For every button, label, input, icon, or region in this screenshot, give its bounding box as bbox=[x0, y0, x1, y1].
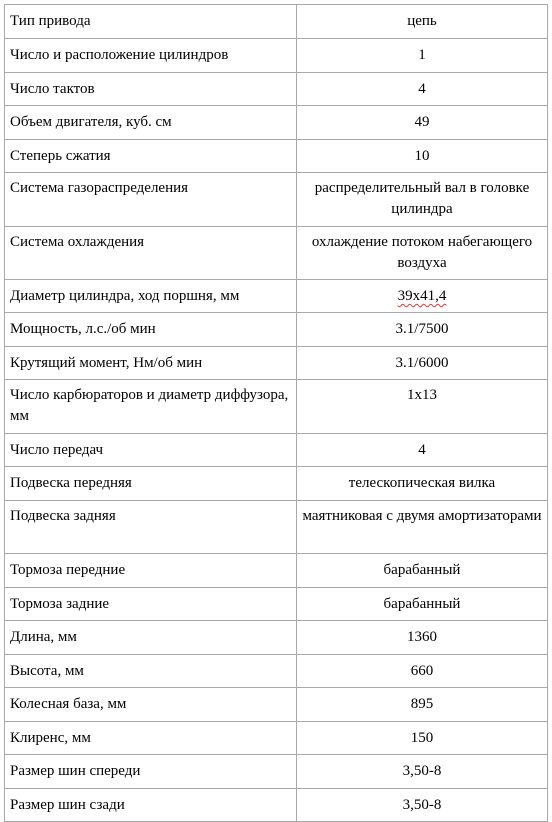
value-cell bbox=[297, 722, 548, 755]
param-value: 1x13 bbox=[407, 387, 437, 403]
param-value: 150 bbox=[410, 730, 434, 746]
table-row bbox=[5, 280, 548, 313]
param-cell bbox=[5, 5, 297, 39]
param-label: Размер шин спереди bbox=[10, 763, 141, 779]
param-value: охлаждение потоком набегающего воздуха bbox=[311, 234, 533, 271]
value-cell bbox=[297, 347, 548, 380]
value-cell bbox=[297, 789, 548, 822]
param-value: 1 bbox=[418, 47, 426, 63]
param-cell bbox=[5, 39, 297, 73]
value-cell bbox=[297, 755, 548, 789]
param-label: Система охлаждения bbox=[10, 234, 145, 250]
table-row bbox=[5, 554, 548, 588]
table-row bbox=[5, 227, 548, 280]
param-label: Размер шин сзади bbox=[10, 797, 125, 813]
value-cell bbox=[297, 380, 548, 434]
value-cell bbox=[297, 173, 548, 227]
specifications-table bbox=[4, 4, 548, 822]
param-cell bbox=[5, 347, 297, 380]
param-label: Объем двигателя, куб. см bbox=[10, 114, 172, 130]
param-label: Подвеска передняя bbox=[10, 475, 132, 491]
table-row bbox=[5, 621, 548, 655]
param-value: 3.1/6000 bbox=[395, 355, 449, 371]
param-cell bbox=[5, 140, 297, 173]
table-row bbox=[5, 434, 548, 467]
param-cell bbox=[5, 106, 297, 140]
param-label: Высота, мм bbox=[10, 663, 84, 679]
param-cell bbox=[5, 655, 297, 688]
value-cell bbox=[297, 688, 548, 722]
param-label: Тип привода bbox=[10, 13, 91, 29]
param-label: Мощность, л.с./об мин bbox=[10, 321, 156, 337]
table-row bbox=[5, 106, 548, 140]
value-cell bbox=[297, 434, 548, 467]
param-cell bbox=[5, 755, 297, 789]
param-label: Число карбюраторов и диаметр диффузора, мм bbox=[10, 387, 289, 424]
param-value: барабанный bbox=[383, 596, 461, 612]
value-cell bbox=[297, 467, 548, 501]
table-row bbox=[5, 755, 548, 789]
value-cell bbox=[297, 554, 548, 588]
value-cell bbox=[297, 621, 548, 655]
param-cell bbox=[5, 313, 297, 347]
value-cell bbox=[297, 501, 548, 554]
param-value: барабанный bbox=[383, 562, 461, 578]
table-row bbox=[5, 789, 548, 822]
value-cell bbox=[297, 588, 548, 621]
param-cell bbox=[5, 173, 297, 227]
param-label: Клиренс, мм bbox=[10, 730, 91, 746]
param-label: Число передач bbox=[10, 442, 104, 458]
param-value: маятниковая с двумя амортизаторами bbox=[302, 508, 542, 524]
param-label: Подвеска задняя bbox=[10, 508, 116, 524]
param-value bbox=[301, 280, 543, 307]
param-cell bbox=[5, 380, 297, 434]
table-row bbox=[5, 688, 548, 722]
table-row bbox=[5, 39, 548, 73]
table-row bbox=[5, 655, 548, 688]
param-value: 49 bbox=[414, 114, 430, 130]
table-row bbox=[5, 380, 548, 434]
param-cell bbox=[5, 722, 297, 755]
table-row bbox=[5, 173, 548, 227]
param-value: телескопическая вилка bbox=[348, 475, 496, 491]
value-cell bbox=[297, 655, 548, 688]
param-cell bbox=[5, 789, 297, 822]
param-label: Крутящий момент, Нм/об мин bbox=[10, 355, 203, 371]
param-label: Число тактов bbox=[10, 81, 95, 97]
param-label: Система газораспределения bbox=[10, 180, 189, 196]
param-value: 660 bbox=[410, 663, 434, 679]
value-cell bbox=[297, 280, 548, 313]
param-cell bbox=[5, 501, 297, 554]
value-cell bbox=[297, 73, 548, 106]
param-value: цепь bbox=[407, 13, 437, 29]
table-row bbox=[5, 501, 548, 554]
param-cell bbox=[5, 621, 297, 655]
value-cell bbox=[297, 140, 548, 173]
param-label: Тормоза задние bbox=[10, 596, 110, 612]
param-cell bbox=[5, 280, 297, 313]
table-row bbox=[5, 588, 548, 621]
param-cell bbox=[5, 467, 297, 501]
spellcheck-underlined-value: 39x41,4 bbox=[397, 288, 447, 304]
param-value: 4 bbox=[418, 442, 426, 458]
value-cell bbox=[297, 106, 548, 140]
value-cell bbox=[297, 5, 548, 39]
table-row bbox=[5, 722, 548, 755]
param-label: Число и расположение цилиндров bbox=[10, 47, 229, 63]
param-label: Степерь сжатия bbox=[10, 148, 111, 164]
param-value: 3,50-8 bbox=[402, 763, 442, 779]
param-value: 3.1/7500 bbox=[395, 321, 449, 337]
value-cell bbox=[297, 227, 548, 280]
table-row bbox=[5, 313, 548, 347]
param-cell bbox=[5, 588, 297, 621]
table-row bbox=[5, 347, 548, 380]
value-cell bbox=[297, 39, 548, 73]
param-cell bbox=[5, 73, 297, 106]
param-label: Диаметр цилиндра, ход поршня, мм bbox=[10, 288, 240, 304]
param-cell bbox=[5, 554, 297, 588]
value-cell bbox=[297, 313, 548, 347]
param-value: 1360 bbox=[407, 629, 437, 645]
param-cell bbox=[5, 434, 297, 467]
param-label: Тормоза передние bbox=[10, 562, 126, 578]
param-cell bbox=[5, 688, 297, 722]
param-value: 4 bbox=[418, 81, 426, 97]
param-value: 10 bbox=[414, 148, 430, 164]
table-row bbox=[5, 73, 548, 106]
param-label: Колесная база, мм bbox=[10, 696, 127, 712]
param-cell bbox=[5, 227, 297, 280]
param-value: распределительный вал в головке цилиндра bbox=[314, 180, 530, 217]
table-row bbox=[5, 140, 548, 173]
param-value: 895 bbox=[410, 696, 434, 712]
param-label: Длина, мм bbox=[10, 629, 77, 645]
table-row bbox=[5, 5, 548, 39]
table-row bbox=[5, 467, 548, 501]
param-value: 3,50-8 bbox=[402, 797, 442, 813]
